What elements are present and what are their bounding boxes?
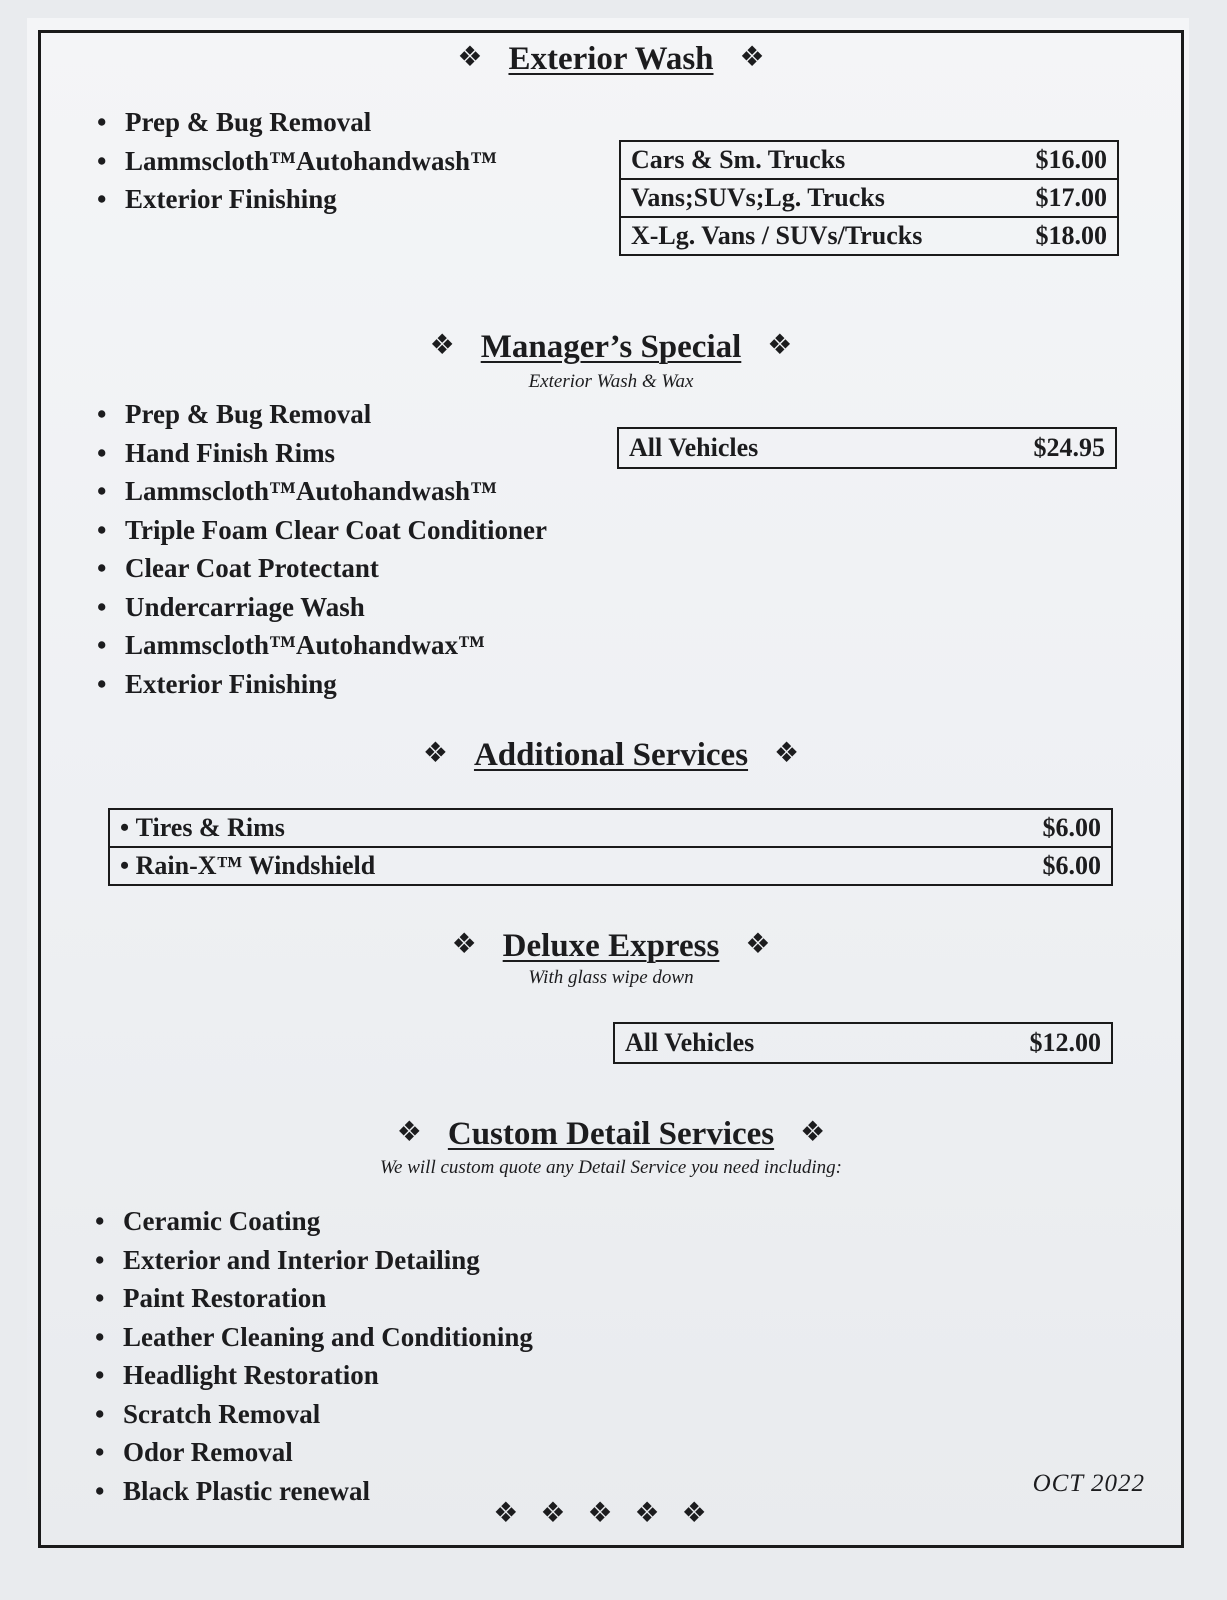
price-row <box>614 1023 1112 1063</box>
managers-special-list <box>97 395 547 703</box>
list-item: • Headlight Restoration <box>95 1356 533 1395</box>
exterior-wash-title: Exterior Wash <box>508 41 714 77</box>
custom-detail-heading <box>38 1115 1184 1153</box>
list-item: • Paint Restoration <box>95 1279 533 1318</box>
deluxe-express-heading <box>38 927 1184 965</box>
list-item: • Prep & Bug Removal <box>97 395 547 434</box>
price-row <box>620 141 1118 179</box>
list-item: • Prep & Bug Removal <box>97 103 497 142</box>
vehicle-label: All Vehicles <box>614 1023 922 1063</box>
vehicle-label: Vans;SUVs;Lg. Trucks <box>620 179 1004 217</box>
service-label: • Tires & Rims <box>109 809 888 847</box>
ornament-icon: ❖ <box>739 42 765 73</box>
list-item: • Exterior and Interior Detailing <box>95 1241 533 1280</box>
service-name: Rain-X™ Windshield <box>135 851 376 880</box>
managers-special-title: Manager’s Special <box>480 329 742 365</box>
additional-services-table <box>108 808 1113 886</box>
ornament-icon: ❖ <box>429 330 455 361</box>
list-item: • Ceramic Coating <box>95 1202 533 1241</box>
custom-detail-subtitle: We will custom quote any Detail Service you need including: <box>379 1157 843 1178</box>
exterior-wash-list <box>97 103 497 219</box>
price-row <box>109 847 1112 885</box>
price-value: $17.00 <box>1004 179 1118 217</box>
list-item: • Lammscloth™Autohandwash™ <box>97 472 547 511</box>
list-item: • Lammscloth™Autohandwax™ <box>97 626 547 665</box>
managers-special-heading <box>38 328 1184 366</box>
ornament-icon: ❖ <box>396 1117 422 1148</box>
list-item: • Black Plastic renewal <box>95 1472 533 1511</box>
ornament-icon: ❖ <box>745 929 771 960</box>
ornament-icon: ❖ <box>774 738 800 769</box>
list-item: • Scratch Removal <box>95 1395 533 1434</box>
service-name: Tires & Rims <box>135 813 285 842</box>
list-item: • Lammscloth™Autohandwash™ <box>97 142 497 181</box>
price-row <box>109 809 1112 847</box>
ornament-icon: ❖ <box>457 42 483 73</box>
deluxe-express-title: Deluxe Express <box>502 928 720 964</box>
ornament-icon: ❖ <box>767 330 793 361</box>
revision-date: OCT 2022 <box>1032 1470 1145 1497</box>
ornament-icon: ❖ <box>451 929 477 960</box>
price-row <box>620 217 1118 255</box>
deluxe-express-subtitle: With glass wipe down <box>528 967 694 988</box>
additional-services-heading <box>38 736 1184 774</box>
additional-services-title: Additional Services <box>473 737 749 773</box>
custom-detail-title: Custom Detail Services <box>447 1116 775 1152</box>
list-item: • Clear Coat Protectant <box>97 549 547 588</box>
list-item: • Odor Removal <box>95 1433 533 1472</box>
footer-ornaments: ❖❖❖❖❖ <box>493 1498 729 1529</box>
price-row <box>620 179 1118 217</box>
vehicle-label: All Vehicles <box>618 428 926 468</box>
price-value: $6.00 <box>888 847 1112 885</box>
deluxe-express-price-table <box>613 1022 1113 1064</box>
price-value: $6.00 <box>888 809 1112 847</box>
list-item: • Undercarriage Wash <box>97 588 547 627</box>
ornament-icon: ❖ <box>800 1117 826 1148</box>
vehicle-label: X-Lg. Vans / SUVs/Trucks <box>620 217 1004 255</box>
list-item: • Hand Finish Rims <box>97 434 547 473</box>
exterior-wash-price-table <box>619 140 1119 256</box>
price-value: $18.00 <box>1004 217 1118 255</box>
price-value: $24.95 <box>926 428 1116 468</box>
ornament-icon: ❖ <box>422 738 448 769</box>
custom-detail-list <box>95 1202 533 1510</box>
price-value: $12.00 <box>922 1023 1112 1063</box>
price-row <box>618 428 1116 468</box>
list-item: • Triple Foam Clear Coat Conditioner <box>97 511 547 550</box>
service-label: • Rain-X™ Windshield <box>109 847 888 885</box>
price-value: $16.00 <box>1004 141 1118 179</box>
managers-special-subtitle: Exterior Wash & Wax <box>528 371 694 392</box>
exterior-wash-heading <box>38 40 1184 78</box>
list-item: • Exterior Finishing <box>97 180 497 219</box>
vehicle-label: Cars & Sm. Trucks <box>620 141 1004 179</box>
list-item: • Exterior Finishing <box>97 665 547 704</box>
managers-special-price-table <box>617 427 1117 469</box>
list-item: • Leather Cleaning and Conditioning <box>95 1318 533 1357</box>
